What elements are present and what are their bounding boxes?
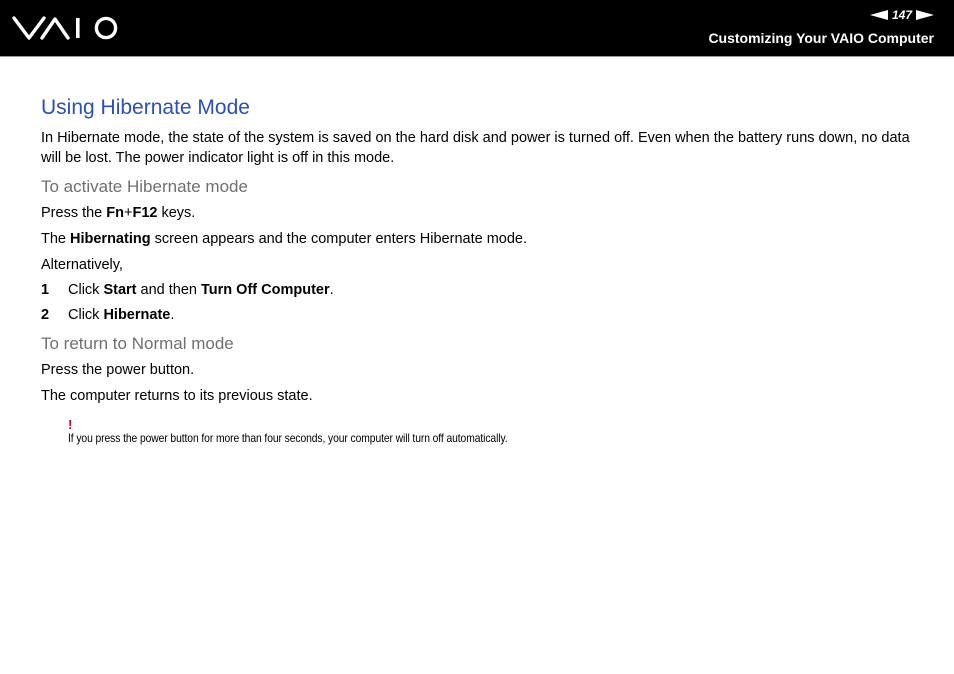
previous-state-line: The computer returns to its previous state. (41, 388, 313, 404)
step-number: 2 (41, 307, 50, 323)
fn-key: Fn (106, 205, 124, 221)
previous-page-arrow-icon[interactable] (870, 10, 888, 20)
step-2 (41, 305, 921, 325)
step-1 (41, 280, 921, 300)
step-text: Click Hibernate. (68, 307, 175, 323)
page-title: Using Hibernate Mode (41, 96, 250, 119)
page-header (0, 0, 954, 56)
power-button-line: Press the power button. (41, 362, 195, 378)
step-number: 1 (41, 282, 50, 298)
section-title: Customizing Your VAIO Computer (708, 30, 934, 46)
activate-heading: To activate Hibernate mode (41, 177, 248, 196)
page-navigation (870, 8, 934, 22)
alternatively-line: Alternatively, (41, 257, 123, 273)
warning-icon: ! (68, 417, 73, 432)
warning-note (68, 418, 921, 446)
document-body (41, 95, 921, 446)
normal-mode-heading: To return to Normal mode (41, 334, 234, 353)
hibernating-screen-line: The Hibernating screen appears and the computer enters Hibernate mode. (41, 231, 527, 247)
vaio-logo (12, 14, 120, 42)
activate-keys-line: Press the Fn+F12 keys. (41, 205, 196, 221)
header-divider (0, 56, 954, 57)
step-text: Click Start and then Turn Off Computer. (68, 282, 334, 298)
f12-key: F12 (132, 205, 158, 221)
page-number: 147 (891, 8, 912, 22)
next-page-arrow-icon[interactable] (916, 10, 934, 20)
warning-note-text: If you press the power button for more than four seconds, your computer will turn off automatically. (68, 431, 508, 445)
intro-paragraph: In Hibernate mode, the state of the system is saved on the hard disk and power is turned off. Even when the battery runs down, no data will be lost. The power indicator light is off in this mode. (41, 130, 910, 166)
